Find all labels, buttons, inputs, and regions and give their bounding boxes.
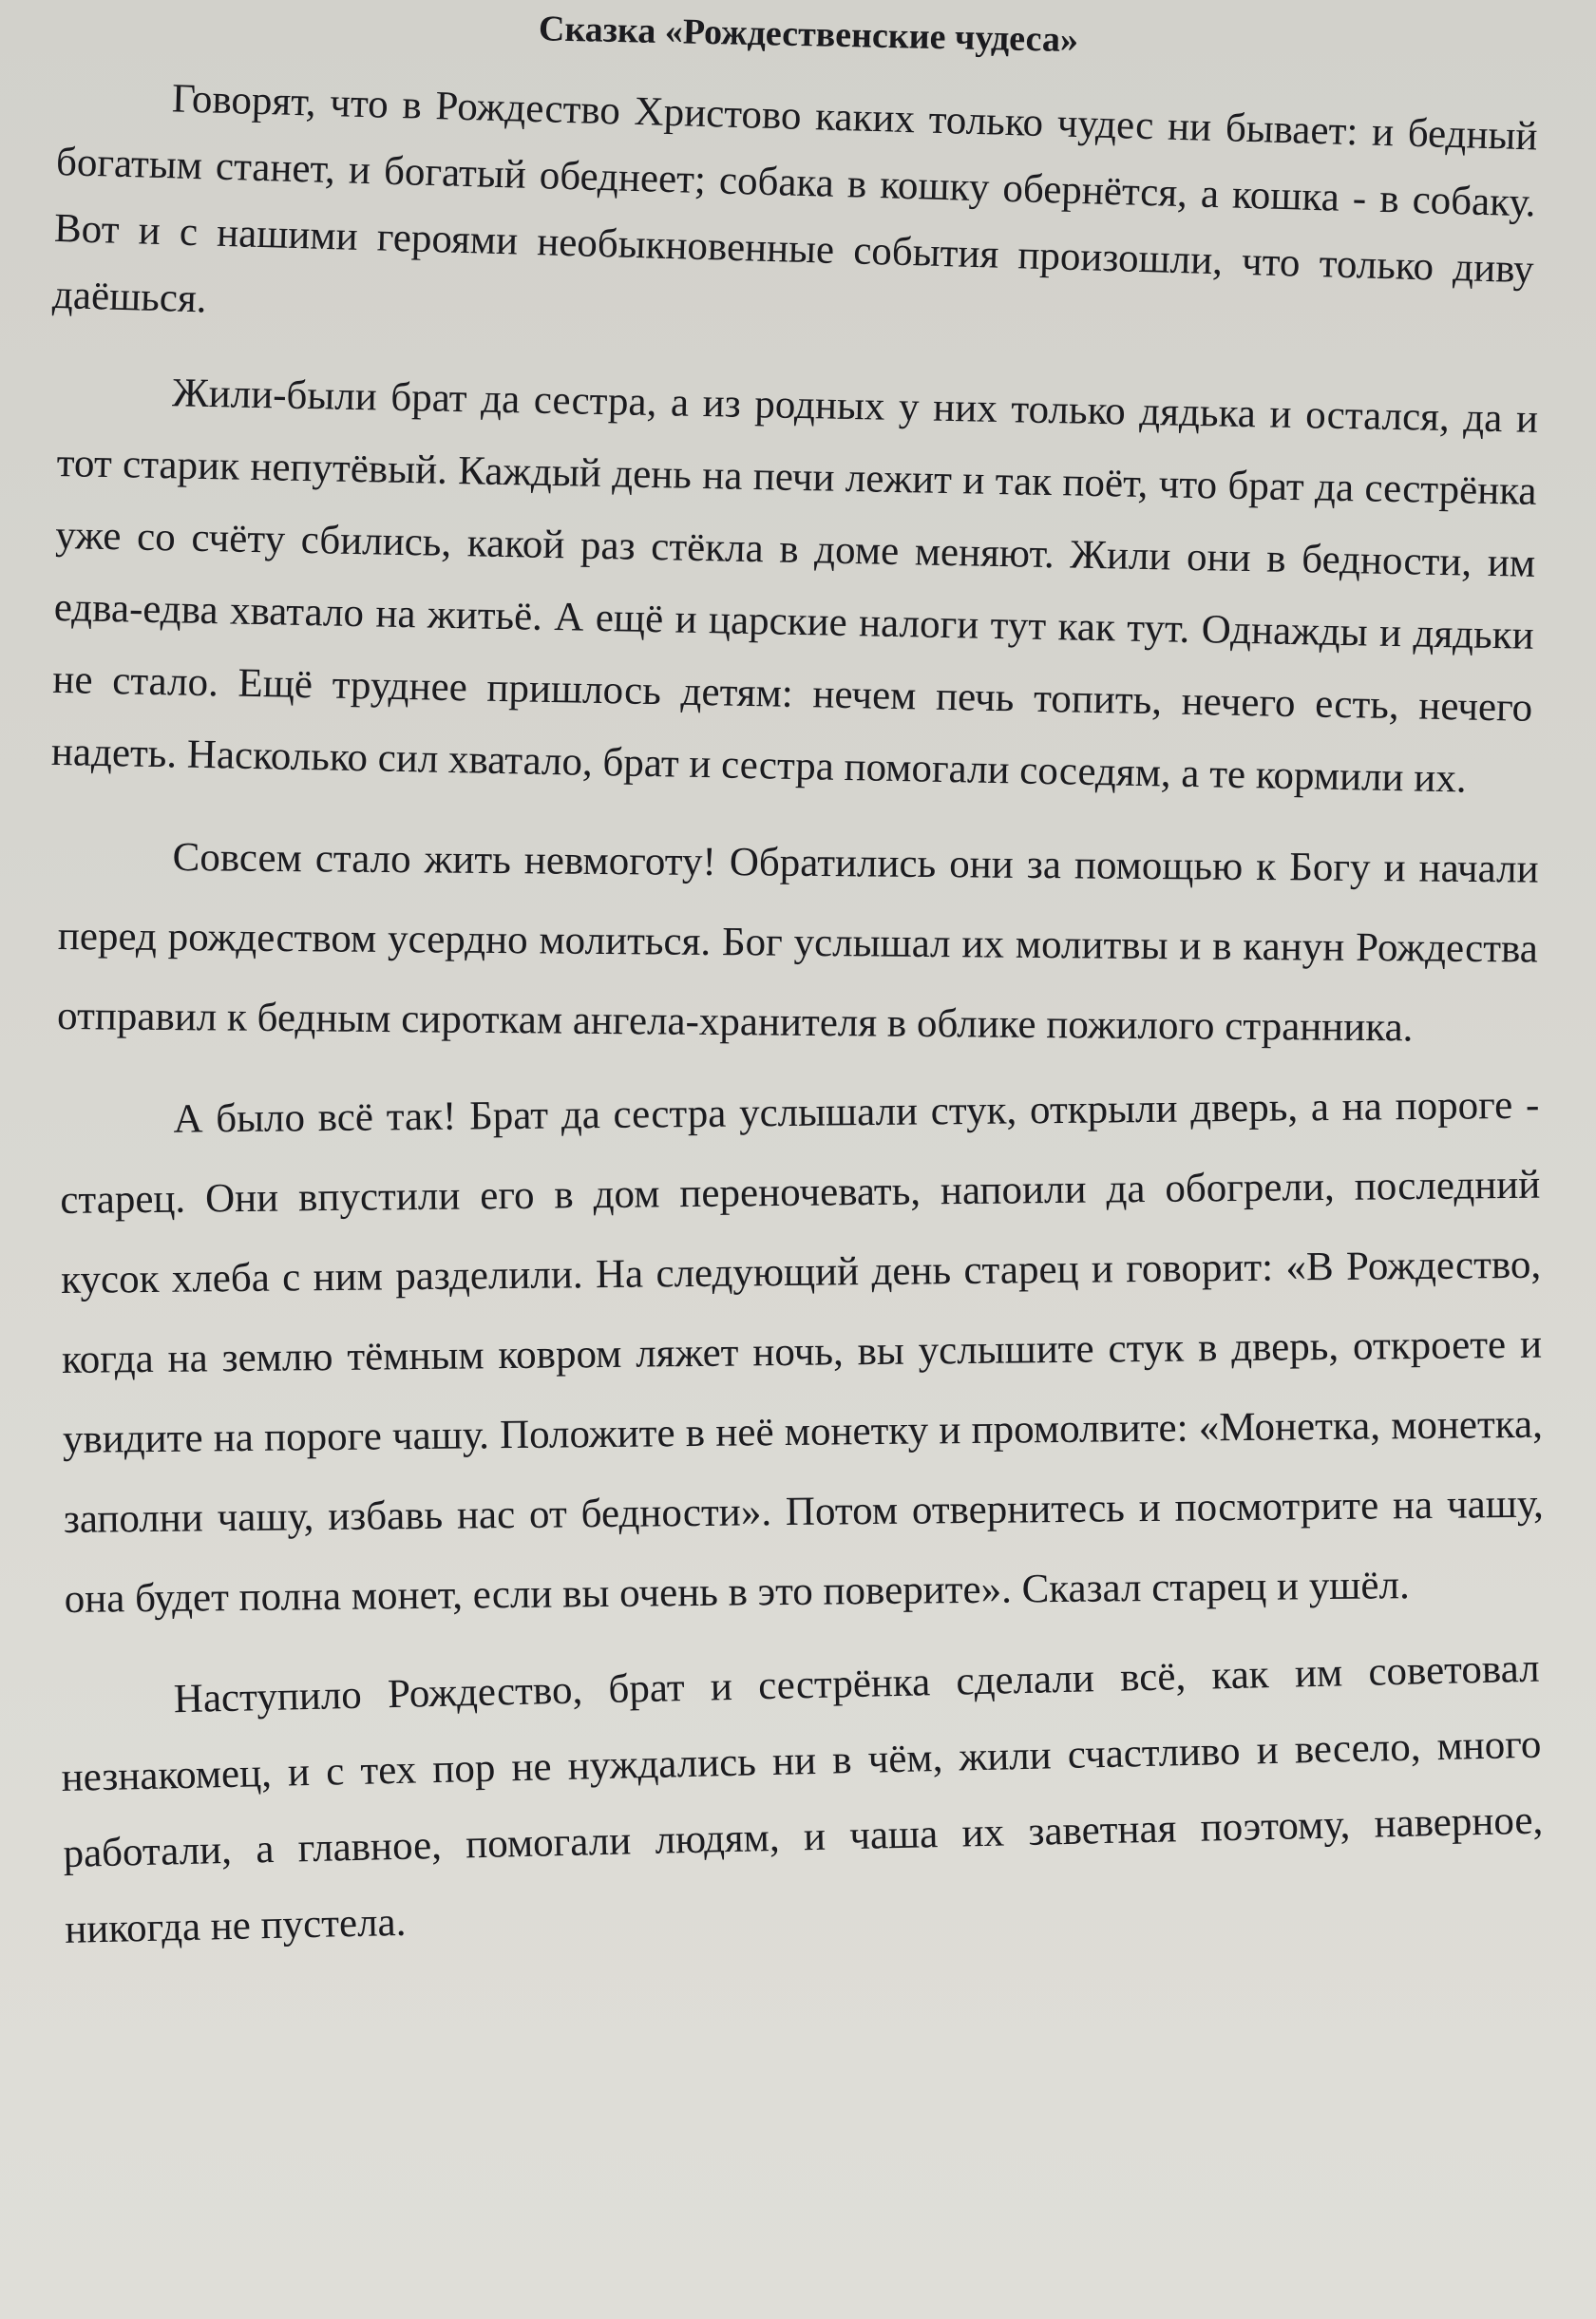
- paragraph-2: Жили-были брат да сестра, а из родных у них только дядька и остался, да и тот старик непутёвый. Каждый день на печи лежит и так поёт, что брат да сестрёнка уже со счёту сбились, какой раз стёкла в доме меняют. Жили они в бедности, им едва-едва хватало на житьё. А ещё и царские налоги тут как тут. Однажды и дядьки не стало. Ещё труднее пришлось детям: нечем печь топить, нечего есть, нечего надеть. Насколько сил хватало, брат и сестра помогали соседям, а те кормили их.: [50, 371, 1539, 802]
- paragraph-4: А было всё так! Брат да сестра услышали стук, открыли дверь, а на пороге - старец. Они впустили его в дом переночевать, напоили да обогрели, последний кусок хлеба с ним разделили. На следующий день старец и говорит: «В Рождество, когда на землю тёмным ковром ляжет ночь, вы услышите стук в дверь, откроете и увидите на пороге чашу. Положите в неё монетку и промолвите: «Монетка, монетка, заполни чашу, избавь нас от бедности». Потом отвернитесь и посмотрите на чашу, она будет полна монет, если вы очень в это поверите». Сказал старец и ушёл.: [60, 1082, 1544, 1622]
- paragraph-5: Наступило Рождество, брат и сестрёнка сделали всё, как им советовал незнакомец, и с тех пор не нуждались ни в чём, жили счастливо и весело, много работали, а главное, помогали людям, и чаша их заветная поэтому, наверное, никогда не пустела.: [61, 1645, 1544, 1952]
- paragraph-3: Совсем стало жить невмоготу! Обратились они за помощью к Богу и начали перед рождеством усердно молиться. Бог услышал их молитвы и в канун Рождества отправил к бедным сироткам ангела-хранителя в облике пожилого странника.: [56, 835, 1539, 1051]
- paragraph-1: Говорят, что в Рождество Христово каких только чудес ни бывает: и бедный богатым станет, и богатый обеднеет; собака в кошку обернётся, а кошка - в собаку. Вот и с нашими героями необыкновенные события произошли, что только диву даёшься.: [51, 76, 1539, 322]
- document-title: Сказка «Рождественские чудеса»: [538, 9, 1079, 61]
